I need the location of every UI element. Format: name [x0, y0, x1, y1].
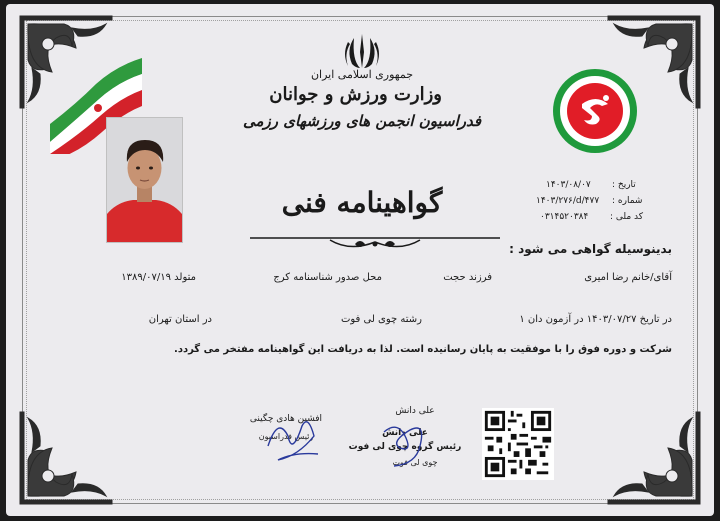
- holder-name: آقای/خانم رضا امیری: [584, 272, 672, 283]
- president-title: رئیس فدراسیون: [258, 432, 314, 441]
- president-signature: [258, 406, 328, 466]
- republic-name: جمهوری اسلامی ایران: [310, 68, 414, 81]
- national-code-label: کد ملی :: [610, 212, 644, 222]
- number-value: ۱۴۰۳/۲۷۶/d/۴۷۷: [536, 196, 600, 206]
- qr-code[interactable]: [482, 408, 554, 480]
- federation-name: فدراسیون انجمن های ورزشهای رزمی: [242, 112, 482, 130]
- group-head-name-top: علی دانش: [395, 406, 435, 416]
- date-value: ۱۴۰۳/۰۸/۰۷: [546, 180, 591, 190]
- corner-ornament-bottom-right: [598, 402, 708, 512]
- intro-text: بدینوسیله گواهی می شود :: [509, 242, 672, 256]
- completion-statement: شرکت و دوره فوق را با موفقیت به پایان رسانیده است. لذا به دریافت این گواهینامه مفتخر می گردد.: [174, 344, 672, 355]
- certificate: [6, 4, 714, 516]
- number-label: شماره :: [612, 196, 643, 206]
- student-photo: [106, 117, 183, 243]
- president-name: افشین هادی چگینی: [249, 414, 323, 424]
- iran-emblem-icon: [340, 32, 384, 72]
- title-divider: [250, 230, 500, 252]
- group-head-title: رئیس گروه چوی لی فوت: [348, 442, 462, 452]
- group-head-name: علی دانش: [382, 428, 428, 438]
- discipline: رشته چوی لی فوت: [340, 314, 422, 325]
- certificate-title: گواهینامه فنی: [281, 186, 443, 219]
- date-label: تاریخ :: [612, 180, 636, 190]
- birth-certificate-place: محل صدور شناسنامه کرج: [273, 272, 382, 283]
- exam-info: در تاریخ ۱۴۰۳/۰۷/۲۷ در آزمون دان ۱: [519, 314, 672, 325]
- group-head-signature: [376, 412, 446, 472]
- province: در استان تهران: [148, 314, 212, 325]
- group-head-subtitle: چوی لی فوت: [392, 458, 438, 467]
- ministry-name: وزارت ورزش و جوانان: [269, 84, 442, 105]
- national-code-value: ۰۳۱۴۵۲۰۳۸۴: [540, 212, 589, 222]
- birth-date: متولد ۱۳۸۹/۰۷/۱۹: [121, 272, 196, 283]
- father-name: فرزند حجت: [443, 272, 492, 283]
- federation-logo-icon: [552, 68, 638, 154]
- corner-ornament-bottom-left: [12, 402, 122, 512]
